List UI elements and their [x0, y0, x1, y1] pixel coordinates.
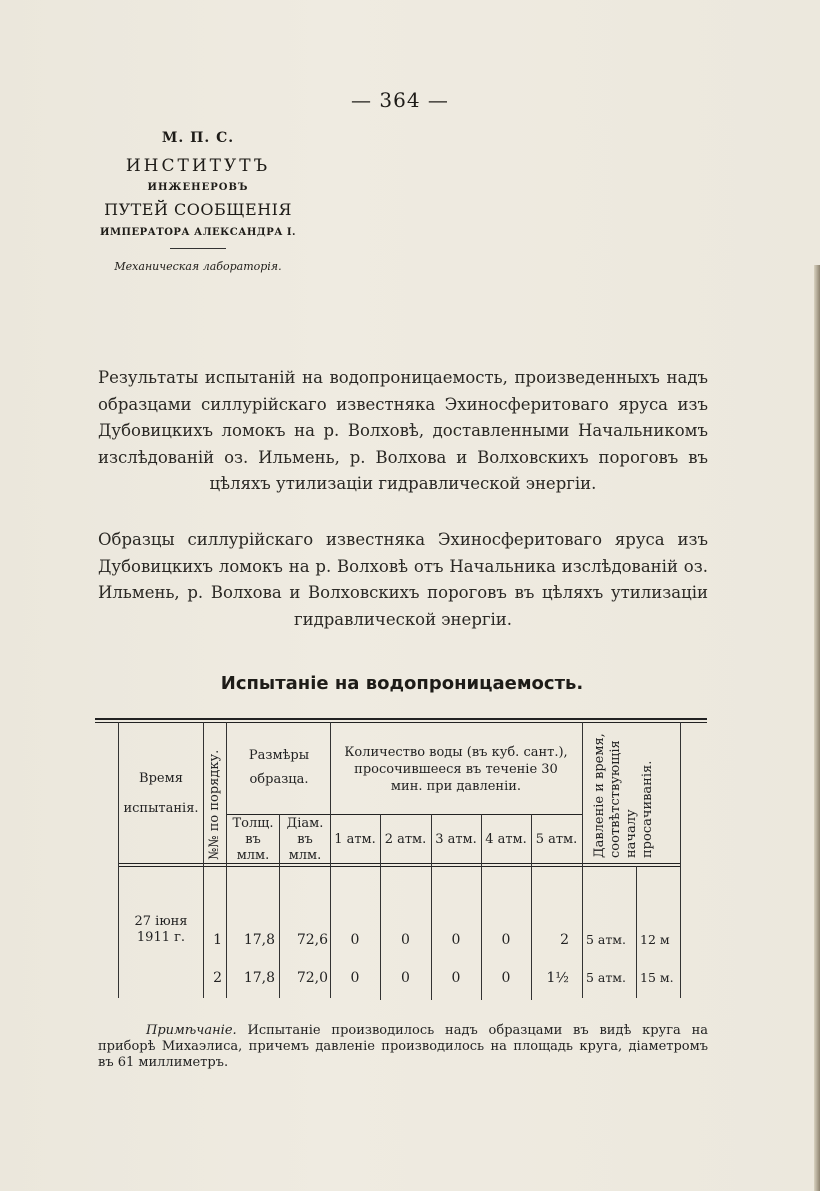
test-title: Испытаніе на водопроницаемость.: [220, 673, 584, 694]
footnote: [98, 1023, 708, 1071]
footnote-label: Примѣчаніе.: [146, 1023, 237, 1038]
row1-pressure: 5 атм.: [586, 932, 626, 947]
col-divider: [582, 722, 583, 998]
row1-v3: 0: [451, 932, 461, 948]
samples-paragraph: Образцы силлурійскаго известняка Эхиносферитоваго яруса изъ Дубовицкихъ ломокъ на р. Волховѣ отъ Начальника изслѣдованій оз. Ильмень, р. Волхова и Волховскихъ пороговъ въ цѣляхъ утилизаціи гидравлической энергіи.: [98, 530, 708, 629]
header-pressure-1: 1 атм.: [334, 832, 376, 847]
ways-line: ПУТЕЙ СООБЩЕНІЯ: [104, 200, 292, 219]
header-thickness: Толщ. въ млм.: [232, 816, 274, 863]
col-divider: [330, 722, 331, 998]
row2-pressure: 5 атм.: [586, 970, 626, 985]
row1-v4: 0: [501, 932, 511, 948]
row1-thick: 17,8: [243, 932, 275, 948]
institute-name: ИНСТИТУТЪ: [125, 156, 271, 176]
row2-no: 2: [213, 970, 222, 986]
row1-time: 12 м: [640, 932, 670, 947]
row2-v3: 0: [451, 970, 461, 986]
header-diameter: Діам. въ млм.: [286, 816, 324, 863]
ministry-abbrev: М. П. С.: [161, 130, 235, 146]
row1-v2: 0: [401, 932, 410, 948]
header-order-number: №№ по порядку.: [207, 749, 222, 860]
row2-time: 15 м.: [640, 970, 674, 985]
col-divider: [680, 722, 681, 998]
header-time: Время испытанія.: [123, 771, 199, 816]
laboratory-name: Механическая лабораторія.: [114, 260, 282, 273]
row1-v1: 0: [350, 932, 360, 948]
row2-thick: 17,8: [243, 970, 275, 986]
row2-v2: 0: [401, 970, 410, 986]
header-pressure-time: Давленіе и время, соотвѣтствующія началу просачиванія.: [592, 733, 655, 858]
footnote-text: Испытаніе производилось надъ образцами въ видѣ круга на приборѣ Михаэлиса, причемъ давленіе производилось на площадь круга, діаметромъ въ 61 миллиметръ.: [98, 1023, 708, 1070]
size-subheader-rule: [226, 814, 330, 815]
col-divider: [203, 722, 204, 998]
results-paragraph: Результаты испытаній на водопроницаемость, произведенныхъ надъ образцами силлурійскаго известняка Эхиносферитоваго яруса изъ Дубовицкихъ ломокъ на р. Волховѣ, доставленными Начальникомъ изслѣдованій оз. Ильмень, р. Волхова и Волховскихъ пороговъ въ цѣляхъ утилизаціи гидравлической энергіи.: [98, 368, 708, 493]
header-pressure-5: 5 атм.: [535, 832, 578, 847]
row2-diam: 72,0: [296, 970, 328, 986]
table-top-rule-thin: [95, 722, 707, 723]
header-pressure-3: 3 атм.: [435, 832, 477, 847]
header-water-quantity: Количество воды (въ куб. сант.), просочившееся въ теченіе 30 мин. при давленіи.: [344, 745, 568, 794]
emperor-line: ИМПЕРАТОРА АЛЕКСАНДРА І.: [100, 227, 296, 238]
engineers-line: ИНЖЕНЕРОВЪ: [147, 182, 249, 193]
row1-no: 1: [213, 932, 222, 948]
test-date: 27 іюня 1911 г.: [134, 914, 188, 945]
row2-v5: 1½: [546, 970, 569, 986]
water-subheader-rule: [330, 814, 582, 815]
header-size: Размѣры образца.: [248, 748, 310, 787]
header-pressure-2: 2 атм.: [384, 832, 427, 847]
row2-v1: 0: [350, 970, 360, 986]
row1-diam: 72,6: [296, 932, 328, 948]
page-number: — 364 —: [351, 88, 449, 112]
col-divider: [636, 866, 637, 998]
row2-v4: 0: [501, 970, 511, 986]
header-pressure-4: 4 атм.: [485, 832, 527, 847]
row1-v5: 2: [560, 932, 569, 948]
col-divider: [118, 722, 119, 998]
table-top-rule: [95, 718, 707, 720]
